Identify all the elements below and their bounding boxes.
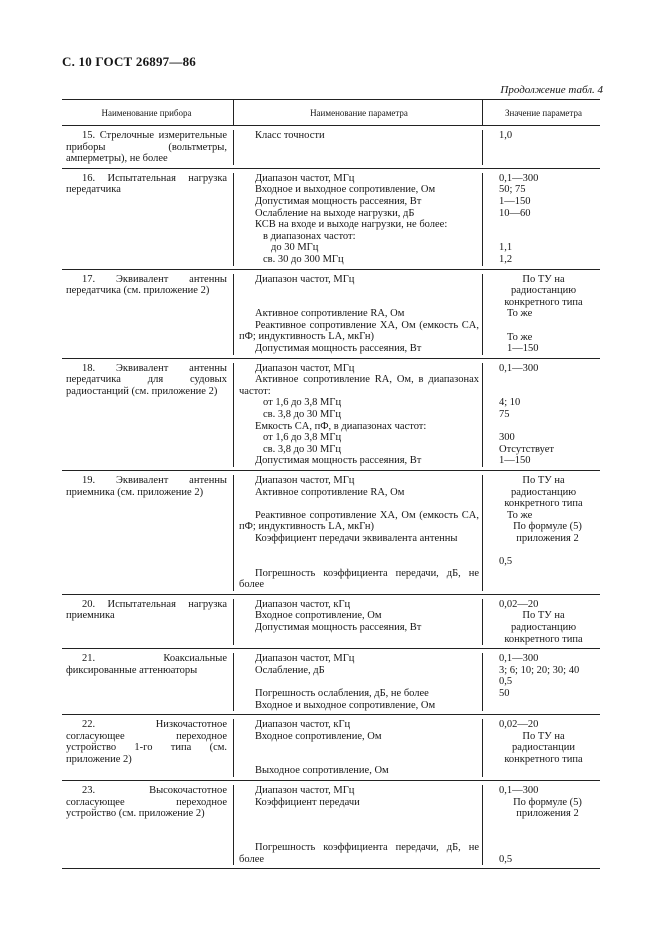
parameter-name: Входное сопротивление, Ом — [255, 610, 382, 622]
table-row — [62, 594, 600, 648]
parameter-name: Допустимая мощность рассеяния, Вт — [255, 195, 422, 207]
parameter-value: То же — [507, 331, 533, 343]
parameter-name: Входное сопротивление, Ом — [255, 730, 382, 742]
parameter-name: Допустимая мощность рассеяния, Вт — [255, 621, 422, 633]
parameter-name: Погрешность коэффициента передачи, дБ, не более — [239, 842, 479, 865]
table-row — [62, 780, 600, 868]
parameter-value: 0,5 — [499, 853, 513, 865]
parameter-name: Ослабление на выходе нагрузки, дБ — [255, 207, 415, 219]
table-row — [62, 470, 600, 594]
parameter-name: Допустимая мощность рассеяния, Вт — [255, 342, 422, 354]
parameter-value: 0,1—300 — [499, 653, 539, 665]
parameter-value: То же — [507, 308, 533, 320]
table-continuation-label: Продолжение табл. 4 — [500, 84, 603, 96]
parameter-name: св. 30 до 300 МГц — [263, 253, 344, 265]
device-name: 15. Стрелочные измерительные приборы (вольтметры, амперметры), не более — [66, 130, 227, 165]
parameter-name: Класс точности — [255, 130, 325, 141]
device-name: 22. Низкочастотное согласующее переходное устройство 1-го типа (см. приложение 2) — [66, 719, 227, 765]
parameter-name: Активное сопротивление RА, Ом — [255, 486, 405, 498]
parameter-name: Реактивное сопротивление XА, Ом (емкость CА, пФ; индуктивность LА, мкГн) — [239, 509, 479, 533]
parameter-name: Диапазон частот, МГц — [255, 362, 355, 374]
parameter-value: 0,5 — [499, 556, 513, 568]
table-row — [62, 714, 600, 780]
parameter-name: Допустимая мощность рассеяния, Вт — [255, 455, 422, 467]
table-header — [62, 100, 600, 126]
device-name: 16. Испытательная нагрузка передатчика — [66, 172, 227, 196]
parameter-value: 50; 75 — [499, 184, 526, 196]
parameter-value: 10—60 — [499, 207, 531, 219]
device-name: 20. Испытательная нагрузка приемника — [66, 598, 227, 622]
parameter-value: 0,02—20 — [499, 598, 539, 610]
parameter-name: Выходное сопротивление, Ом — [255, 765, 389, 777]
parameter-name: Входное и выходное сопротивление, Ом — [255, 184, 436, 196]
parameter-name: Диапазон частот, МГц — [255, 273, 355, 285]
table-row — [62, 358, 600, 470]
parameter-name: Диапазон частот, МГц — [255, 784, 355, 796]
device-name: 17. Эквивалент антенны передатчика (см. приложение 2) — [66, 273, 227, 297]
parameter-value: По формуле (5) приложения 2 — [513, 521, 582, 544]
parameter-name: Коэффициент передачи — [255, 796, 360, 808]
device-name: 21. Коаксиальные фиксированные аттенюаторы — [66, 653, 227, 676]
parameter-value: 300 — [499, 432, 515, 444]
table-row — [62, 269, 600, 358]
header-parameter: Наименование параметра — [233, 100, 483, 125]
parameter-name: Активное сопротивление RА, Ом — [255, 308, 405, 320]
parameter-name: Реактивное сопротивление XА, Ом (емкость CА, пФ; индуктивность LА, мкГн) — [239, 319, 479, 343]
parameter-name: Диапазон частот, МГц — [255, 475, 355, 487]
parameter-value: 1—150 — [499, 195, 531, 207]
parameter-name: Диапазон частот, кГц — [255, 719, 351, 731]
parameter-name: св. 3,8 до 30 МГц — [263, 409, 341, 421]
parameter-name: Диапазон частот, МГц — [255, 653, 355, 665]
parameter-value: По ТУ на радиостанции конкретного типа — [504, 730, 583, 765]
parameter-name: Активное сопротивление RА, Ом, в диапазонах частот: — [239, 374, 479, 397]
device-name: 18. Эквивалент антенны передатчика для судовых радиостанций (см. приложение 2) — [66, 362, 227, 397]
parameter-name: КСВ на входе и выходе нагрузки, не более: — [255, 219, 448, 231]
parameter-name: Погрешность коэффициента передачи, дБ, не более — [239, 567, 479, 591]
parameter-name: в диапазонах частот: — [263, 230, 356, 242]
header-value: Значение параметра — [505, 107, 582, 118]
parameters-table — [62, 99, 600, 869]
parameter-name: Емкость CА, пФ, в диапазонах частот: — [255, 420, 427, 432]
table-row — [62, 648, 600, 714]
parameter-value: То же — [507, 509, 533, 521]
table-row — [62, 126, 600, 168]
parameter-value: 50 — [499, 687, 510, 699]
parameter-name: Диапазон частот, кГц — [255, 598, 351, 610]
parameter-value: По формуле (5) приложения 2 — [513, 796, 582, 820]
parameter-value: По ТУ на радиостанцию конкретного типа — [504, 475, 583, 510]
parameter-name: Коэффициент передачи эквивалента антенны — [255, 533, 458, 544]
parameter-name: св. 3,8 до 30 МГц — [263, 443, 341, 455]
parameter-name: Ослабление, дБ — [255, 664, 325, 676]
parameter-value: 4; 10 — [499, 397, 521, 409]
parameter-value: 1,2 — [499, 253, 513, 265]
parameter-value: 1—150 — [499, 455, 531, 467]
parameter-value: 0,1—300 — [499, 172, 539, 184]
parameter-name: Входное и выходное сопротивление, Ом — [255, 699, 436, 711]
parameter-value: 3; 6; 10; 20; 30; 40 — [499, 664, 580, 676]
device-name: 23. Высокочастотное согласующее переходное устройство (см. приложение 2) — [66, 784, 227, 820]
header-device: Наименование прибора — [101, 107, 192, 118]
parameter-value: 1—150 — [507, 343, 539, 355]
parameter-value: 0,1—300 — [499, 362, 539, 374]
parameter-value: 0,1—300 — [499, 784, 539, 796]
parameter-value: По ТУ на радиостанцию конкретного типа — [504, 610, 583, 645]
parameter-name: до 30 МГц — [271, 242, 319, 254]
table-row — [62, 168, 600, 269]
parameter-value: 1,0 — [499, 130, 513, 141]
device-name: 19. Эквивалент антенны приемника (см. приложение 2) — [66, 475, 227, 498]
parameter-value: 1,1 — [499, 242, 513, 254]
parameter-value: 0,02—20 — [499, 719, 539, 731]
parameter-name: Погрешность ослабления, дБ, не более — [255, 687, 429, 699]
parameter-name: от 1,6 до 3,8 МГц — [263, 397, 342, 409]
page-header: С. 10 ГОСТ 26897—86 — [62, 54, 196, 69]
parameter-value: 0,5 — [499, 676, 513, 688]
parameter-value: Отсутствует — [499, 443, 554, 455]
parameter-value: По ТУ на радиостанцию конкретного типа — [504, 273, 583, 308]
parameter-name: Диапазон частот, МГц — [255, 172, 355, 184]
parameter-value: 75 — [499, 408, 510, 420]
parameter-name: от 1,6 до 3,8 МГц — [263, 432, 342, 444]
